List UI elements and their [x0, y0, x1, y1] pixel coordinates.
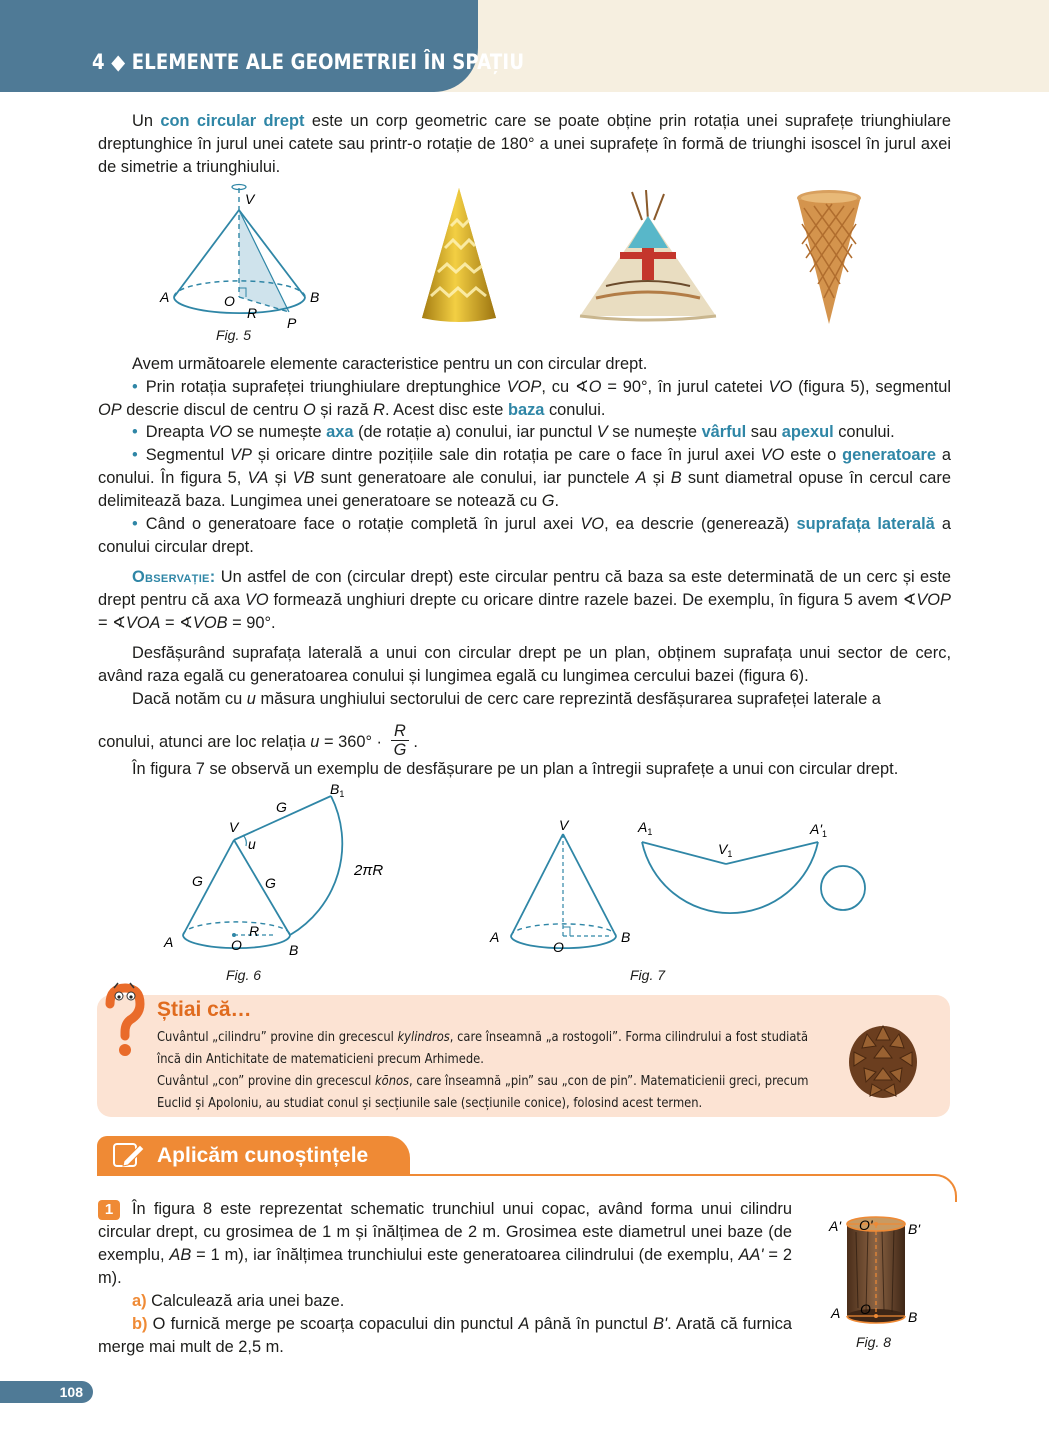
label-r: R — [247, 305, 258, 321]
did-you-know-line-2: încă din Antichitate de matematicieni precum Arhimede. — [157, 1052, 484, 1067]
fig7-generator-right — [563, 834, 616, 936]
chapter-title: 4 ◆ ELEMENTE ALE GEOMETRIEI ÎN SPAȚIU — [92, 50, 525, 74]
did-you-know-line-1: Cuvântul „cilindru” provine din grecescul kylindros, care înseamnă „a rostogoli”. Forma cilindrului a fost studiată — [157, 1030, 809, 1045]
unfolding-paragraph-1: Desfășurând suprafața laterală a unui con circular drept pe un plan, obținem suprafața unui sector de cerc, având raza egală cu generatoarea conului și lungimea egală cu lungimea cercului bazei (figura 6). — [98, 644, 951, 685]
fig5-caption: Fig. 5 — [216, 327, 252, 343]
fig6-label-b: B — [289, 942, 299, 958]
exercise-1b: b) O furnică merge pe scoarța copacului din punctul A până în punctul B'. Arată că furnica merge mai mult de 2,5 m. — [98, 1315, 793, 1356]
formula-line: conului, atunci are loc relația u = 360° · $\frac{R}{G}$ . — [98, 722, 418, 759]
page-number: 108 — [0, 1381, 93, 1403]
exercise-1a: a) Calculează aria unei baze. — [132, 1292, 345, 1310]
did-you-know-title: Știai că… — [157, 998, 252, 1021]
tipi-photo — [576, 190, 724, 324]
fig6-label-u: u — [248, 836, 256, 852]
fig8-label-b: B — [908, 1309, 918, 1325]
fig7-sector-radius-left — [642, 842, 726, 864]
fig7-sector-radius-right — [726, 842, 818, 864]
fig8-label-o: O — [860, 1301, 871, 1317]
fig8-label-b-prime: B' — [908, 1221, 921, 1237]
fig7-generator-left — [511, 834, 563, 936]
fig6-label-r: R — [249, 923, 260, 939]
elements-lead: Avem următoarele elemente caracteristice pentru un con circular drept. — [132, 355, 648, 373]
exercise-number-badge: 1 — [98, 1200, 120, 1220]
unfolding-paragraph-2: Dacă notăm cu u măsura unghiului sectorului de cerc care reprezintă desfășurarea suprafeței laterale a — [132, 690, 881, 708]
fig7-label-v1: $V_1$ — [718, 841, 733, 859]
intro-paragraph: Un con circular drept este un corp geometric care se poate obține prin rotația unei suprafețe triunghiulare dreptunghice în jurul unei catete sau printr-o rotație de 180° a unei suprafețe în formă de triunghi isoscel în jurul axei de simetrie a triunghiului. — [98, 112, 951, 176]
label-v: V — [245, 191, 255, 207]
fig8-caption: Fig. 8 — [856, 1334, 892, 1350]
label-a: A — [160, 289, 170, 305]
fig6-label-a: A — [164, 934, 174, 950]
party-hat-photo — [418, 186, 500, 326]
figure-7-full-unfolding — [480, 812, 880, 967]
keyword-con-circular-drept: con circular drept — [160, 112, 305, 130]
fig7-right-angle — [563, 927, 570, 936]
fig8-label-o-prime: O' — [859, 1217, 873, 1233]
fig7-label-a1: $A_1$ — [638, 819, 653, 837]
fig6-label-g-top: G — [276, 799, 287, 815]
fig7-label-a1-prime: $A'_1$ — [810, 821, 828, 839]
fraction-r-over-g: $\frac{R}{G}$ — [391, 722, 410, 759]
observation-paragraph: Observație: Un astfel de con (circular drept) este circular pentru că baza sa este determinată de un cerc și este drept pentru că axa VO formează unghiuri drepte cu oricare dintre razele bazei. De exemplu, în figura 5 avem ∢VOP = ∢VOA = ∢VOB = 90°. — [98, 568, 951, 632]
question-mark-icon — [104, 982, 146, 1060]
bullet-3: • Segmentul VP și oricare dintre pozițiile sale din rotația pe care o face în jurul axei VO este o generatoare a conului. În figura 5, VA și VB sunt generatoare ale conului, iar punctele A și B sunt diametral opuse în cercul care delimitează baza. Lungimea unei generatoare se notează cu G. — [98, 444, 951, 513]
observation-label: Observație: — [132, 568, 216, 586]
pine-cone-image — [842, 1018, 924, 1102]
figure-6-cone-unfolding — [150, 780, 410, 970]
generator-right — [234, 840, 290, 935]
bullet-2: • Dreapta VO se numește axa (de rotație a) conului, iar punctul V se numește vârful sau apexul conului. — [98, 421, 951, 444]
unfolding-paragraph-3: În figura 7 se observă un exemplu de desfășurare pe un plan a întregii suprafețe a unui con circular drept. — [132, 760, 899, 778]
figure-5-cone — [150, 180, 350, 350]
fig6-label-g-right: G — [265, 875, 276, 891]
did-you-know-line-3: Cuvântul „con” provine din grecescul kōnos, care înseamnă „pin” sau „con de pin”. Matematicienii greci, precum — [157, 1074, 809, 1089]
sector-arc — [290, 796, 342, 935]
fig6-label-2pir: 2πR — [354, 862, 384, 879]
fig6-label-g-left: G — [192, 873, 203, 889]
fig6-caption: Fig. 6 — [226, 967, 262, 983]
fig7-label-v: V — [559, 817, 569, 833]
bullet-1: • Prin rotația suprafeței triunghiulare dreptunghice VOP, cu ∢O = 90°, în jurul catetei VO (figura 5), segmentul OP descrie discul de centru O și rază R. Acest disc este baza conului. — [98, 376, 951, 422]
fig6-label-v: V — [229, 819, 239, 835]
ice-cream-cone-photo — [796, 188, 862, 328]
fig8-label-a: A — [831, 1305, 841, 1321]
fig7-caption: Fig. 7 — [630, 967, 666, 983]
section-title: Aplicăm cunoștințele — [157, 1144, 369, 1167]
label-o: O — [224, 293, 235, 309]
fig7-label-o: O — [553, 939, 564, 955]
fig6-base-back — [183, 922, 290, 935]
fig7-label-b: B — [621, 929, 631, 945]
fig7-base-circle — [821, 866, 865, 910]
bullet-4: • Când o generatoare face o rotație completă în jurul axei VO, ea descrie (generează) suprafața laterală a conului circular drept. — [98, 513, 951, 559]
generator-left — [183, 840, 234, 935]
figure-8-tree-trunk — [826, 1212, 928, 1328]
label-p: P — [287, 315, 297, 331]
fig6-label-b1: $B_1$ — [330, 781, 345, 799]
chapter-tab — [0, 0, 478, 92]
fig7-label-a: A — [490, 929, 500, 945]
exercise-1: 1 În figura 8 este reprezentat schematic trunchiul unui copac, având forma unui cilindru circular drept, cu grosimea de 1 m și înălțimea de 2 m. Grosimea este diametrul unei baze (de exemplu, AB = 1 m), iar înălțimea trunchiului este generatoarea cilindrului (de exemplu, AA' = 2 m). — [98, 1200, 792, 1287]
label-b: B — [310, 289, 320, 305]
pencil-icon — [112, 1141, 146, 1171]
fig6-label-o: O — [231, 937, 242, 953]
generator-va — [174, 210, 239, 297]
did-you-know-line-4: Euclid și Apoloniu, au studiat conul și secțiunile sale (secțiunile conice), folosind acest termen. — [157, 1096, 703, 1111]
fig8-label-a-prime: A' — [829, 1218, 842, 1234]
